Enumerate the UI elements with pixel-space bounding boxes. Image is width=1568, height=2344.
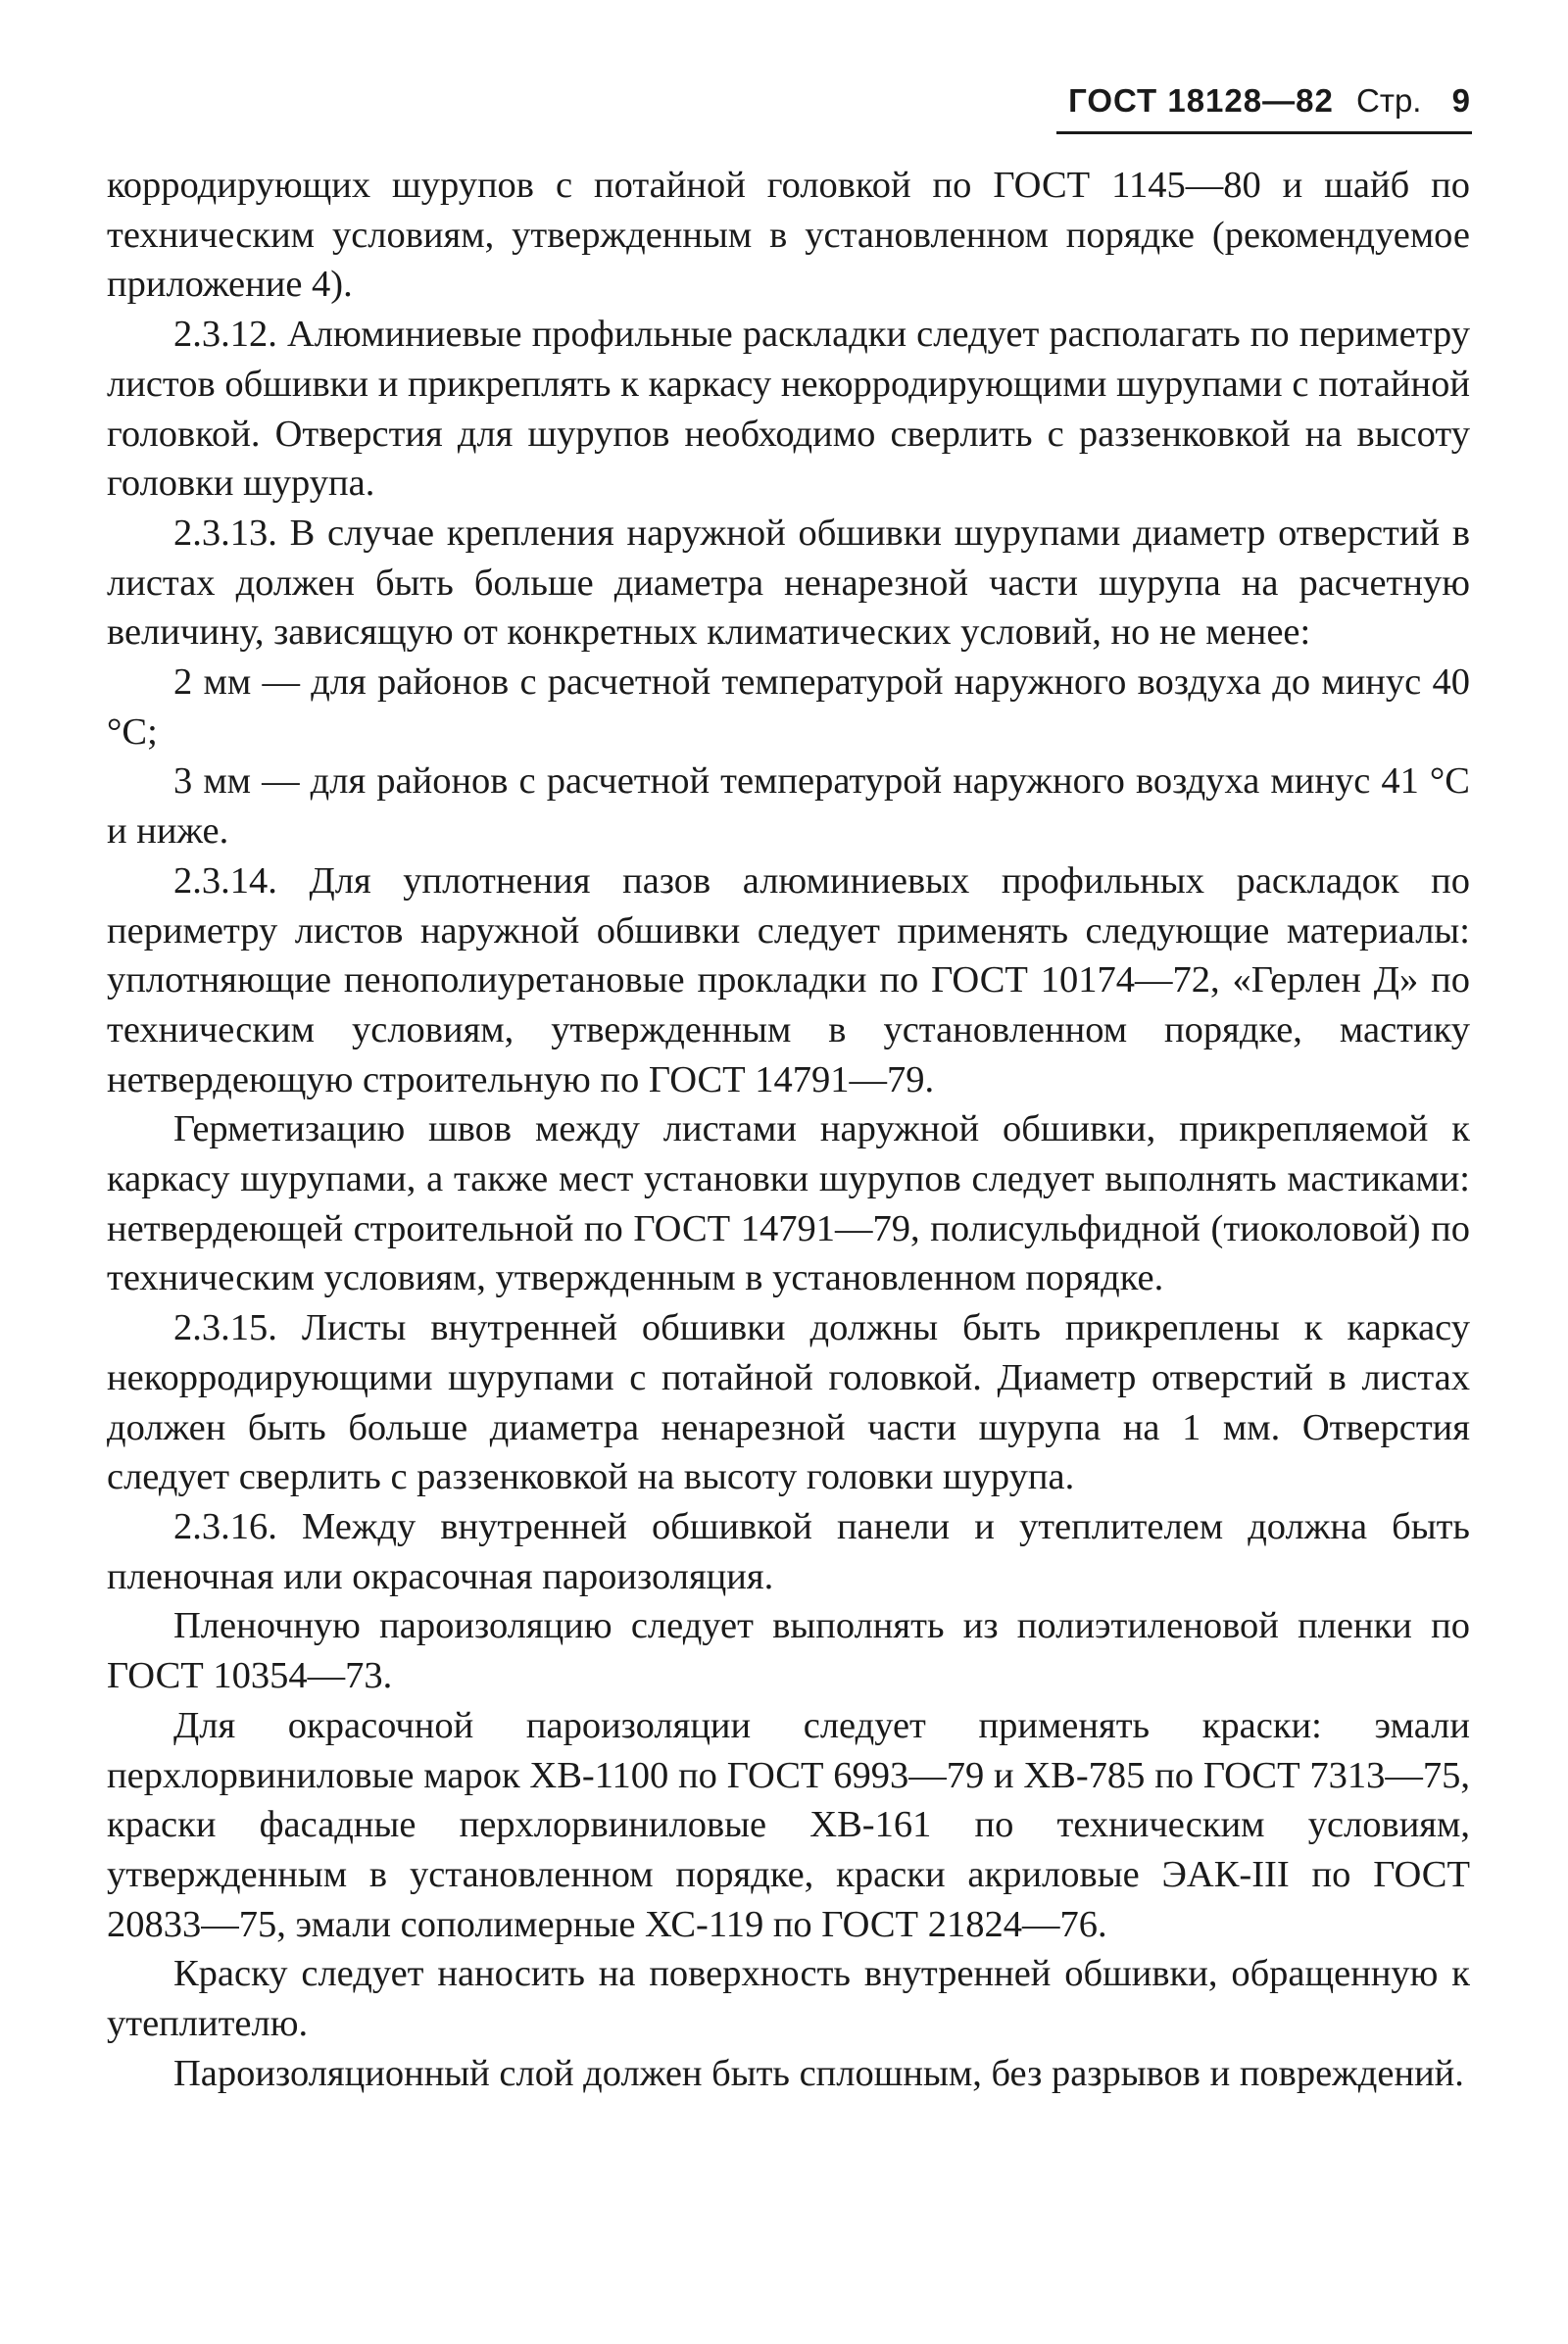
page-number: 9 <box>1451 82 1470 119</box>
paragraph-2mm-item: 2 мм — для районов с расчетной температурой наружного воздуха до минус 40 °С; <box>107 661 1470 753</box>
paragraph-2-3-16: 2.3.16. Между внутренней обшивкой панели и утеплителем должна быть пленочная или окрасочная пароизоляция. <box>107 1505 1470 1597</box>
paragraph-paint-application: Краску следует наносить на поверхность внутренней обшивки, обращенную к утеплителю. <box>107 1953 1470 2045</box>
paragraph-continuous-layer: Пароизоляционный слой должен быть сплошным, без разрывов и повреждений. <box>173 2052 1464 2094</box>
paragraph-2-3-13: 2.3.13. В случае крепления наружной обшивки шурупами диаметр отверстий в листах должен быть больше диаметра ненарезной части шурупа на расчетную величину, зависящую от конкретных климатических условий, но не менее: <box>107 512 1470 654</box>
paragraph-paint-vapor-barrier: Для окрасочной пароизоляции следует применять краски: эмали перхлорвиниловые марок ХВ-1100 по ГОСТ 6993—79 и ХВ-785 по ГОСТ 7313—75, краски фасадные перхлорвиниловые ХВ-161 по техническим условиям, утвержденным в установленном порядке, краски акриловые ЭАК-III по ГОСТ 20833—75, эмали сополимерные ХС-119 по ГОСТ 21824—76. <box>107 1704 1470 1945</box>
paragraph-2-3-12: 2.3.12. Алюминиевые профильные раскладки следует располагать по периметру листов обшивки и прикреплять к каркасу некорродирующими шурупами с потайной головкой. Отверстия для шурупов необходимо сверлить с раззенковкой на высоту головки шурупа. <box>107 314 1470 505</box>
paragraph-continuation: корродирующих шурупов с потайной головкой по ГОСТ 1145—80 и шайб по техническим условиям, утвержденным в установленном порядке (рекомендуемое приложение 4). <box>107 165 1470 306</box>
paragraph-film-vapor-barrier: Пленочную пароизоляцию следует выполнять из полиэтиленовой пленки по ГОСТ 10354—73. <box>107 1605 1470 1697</box>
body-text <box>107 161 1470 2098</box>
standard-number: ГОСТ 18128—82 <box>1068 82 1334 119</box>
paragraph-2-3-15: 2.3.15. Листы внутренней обшивки должны быть прикреплены к каркасу некорродирующими шурупами с потайной головкой. Диаметр отверстий в листах должен быть больше диаметра ненарезной части шурупа на 1 мм. Отверстия следует сверлить с раззенковкой на высоту головки шурупа. <box>107 1307 1470 1498</box>
paragraph-sealing: Герметизацию швов между листами наружной обшивки, прикрепляемой к каркасу шурупами, а также мест установки шурупов следует выполнять мастиками: нетвердеющей строительной по ГОСТ 14791—79, полисульфидной (тиоколовой) по техническим условиям, утвержденным в установленном порядке. <box>107 1108 1470 1299</box>
page-label: Стр. <box>1356 82 1422 119</box>
paragraph-2-3-14: 2.3.14. Для уплотнения пазов алюминиевых профильных раскладок по периметру листов наружной обшивки следует применять следующие материалы: уплотняющие пенополиуретановые прокладки по ГОСТ 10174—72, «Герлен Д» по техническим условиям, утвержденным в установленном порядке, мастику нетвердеющую строительную по ГОСТ 14791—79. <box>107 859 1470 1100</box>
page-header <box>1068 82 1470 120</box>
header-rule <box>1056 131 1472 134</box>
paragraph-3mm-item: 3 мм — для районов с расчетной температурой наружного воздуха минус 41 °С и ниже. <box>107 760 1470 853</box>
